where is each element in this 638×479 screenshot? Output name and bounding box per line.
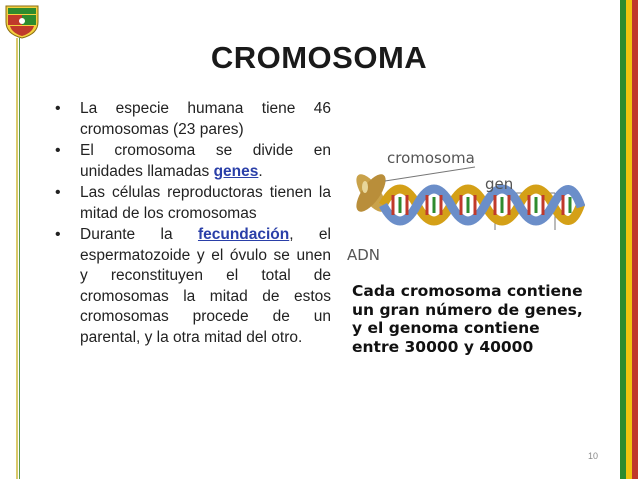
bullet-list — [55, 99, 331, 349]
left-decorative-line — [16, 38, 18, 479]
figure-caption: Cada cromosoma contiene un gran número de genes, y el genoma contiene entre 30000 y 40000 — [352, 282, 583, 356]
bullet-item — [55, 141, 331, 182]
fecundacion-link[interactable]: fecundación — [197, 226, 290, 243]
figure-label-adn: ADN — [347, 246, 381, 264]
bullet-text: Las células reproductoras tienen la mitad de los cromosomas — [80, 184, 331, 222]
bullet-item — [55, 183, 331, 224]
dna-helix — [383, 189, 581, 221]
genes-link[interactable]: genes — [213, 162, 259, 180]
bullet-text: Durante la — [80, 226, 198, 243]
chromosome-dna-figure — [345, 145, 585, 265]
bullet-text: , el espermatozoide y el óvulo se unen y reconstituyen el total de cromosomas la mitad de estos cromosomas procede de un parental, y la otra mitad del otro. — [80, 226, 331, 346]
bullet-item — [55, 225, 331, 348]
figure-label-cromosoma: cromosoma — [387, 149, 475, 167]
bullet-item — [55, 99, 331, 140]
school-emblem-logo — [2, 0, 42, 40]
figure-label-gen: gen — [485, 175, 514, 193]
left-decorative-line-inner — [19, 38, 20, 479]
page-number: 10 — [588, 451, 599, 461]
bullet-text: La especie humana tiene 46 cromosomas (23 pares) — [80, 100, 331, 138]
bullet-text: . — [258, 162, 263, 180]
bullet-text: El cromosoma se divide en unidades llamadas — [80, 142, 331, 180]
slide-title: CROMOSOMA — [210, 40, 428, 75]
